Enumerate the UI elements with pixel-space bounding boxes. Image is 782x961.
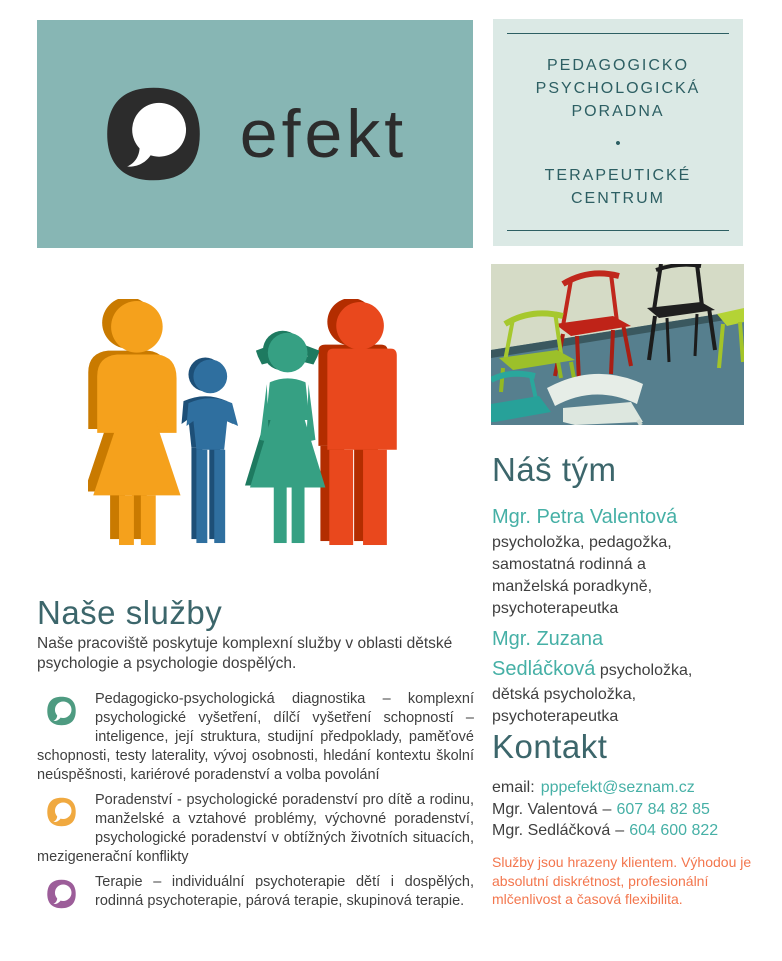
service-item-diagnostika bbox=[37, 690, 474, 785]
team-member bbox=[492, 502, 708, 620]
service-item-terapie bbox=[37, 873, 474, 911]
org-name-poradna: PEDAGOGICKO PSYCHOLOGICKÁ PORADNA bbox=[535, 57, 701, 120]
email-link[interactable]: pppefekt@seznam.cz bbox=[540, 779, 695, 796]
contact-phone-line bbox=[492, 820, 718, 842]
team-member-name: Mgr. Zuzana Sedláčková bbox=[492, 628, 604, 680]
org-title-frame bbox=[507, 33, 729, 231]
phone-number: 604 600 822 bbox=[629, 822, 719, 839]
services-list bbox=[37, 690, 474, 922]
contact-info bbox=[492, 777, 718, 842]
phone-owner: Mgr. Valentová bbox=[492, 800, 598, 818]
service-text: Pedagogicko-psychologická diagnostika – komplexní psychologické vyšetření, dílčí vyšetření schopností – inteligence, její struktura, studijní předpoklady, paměťové schopnosti, testy laterality, vývoj osobnosti, hledání kontextu školní neúspěšnosti, kariérové poradenství a volba povolání bbox=[37, 691, 474, 783]
payment-note: Služby jsou hrazeny klientem. Výhodou je absolutní diskrétnost, profesionální mlčenlivost a časová flexibilita. bbox=[492, 854, 752, 907]
services-intro: Naše pracoviště poskytuje komplexní služby v oblasti dětské psychologie a psychologie dospělých. bbox=[37, 635, 453, 672]
girl-figure bbox=[250, 333, 325, 543]
speech-bubble-icon bbox=[46, 876, 77, 912]
brand-name: efekt bbox=[239, 96, 408, 172]
service-item-poradenstvi bbox=[37, 791, 474, 867]
service-icon-wrap bbox=[37, 690, 95, 739]
chairs-photo bbox=[491, 264, 744, 425]
service-text: Poradenství - psychologické poradenství pro dítě a rodinu, manželské a vztahové problémy, výchovné poradenství, psychologické poradenství v obtížných životních situacích, mezigenerační konflikty bbox=[37, 792, 474, 865]
dash-separator: – bbox=[615, 822, 625, 839]
family-figures-illustration bbox=[88, 299, 403, 547]
speech-bubble-icon bbox=[46, 794, 77, 830]
speech-bubble-icon bbox=[46, 693, 77, 729]
team-member-name: Mgr. Petra Valentová bbox=[492, 506, 678, 528]
phone-owner: Mgr. Sedláčková bbox=[492, 822, 611, 839]
team-member bbox=[492, 624, 708, 728]
dash-separator: – bbox=[602, 800, 612, 818]
brand-logo-panel bbox=[37, 20, 473, 248]
contact-email-line bbox=[492, 777, 718, 799]
team-member-role: psycholožka, pedagožka, samostatná rodinná a manželská poradkyně, psychoterapeutka bbox=[492, 534, 672, 617]
team-member-role: psycholožka, dětská psycholožka, psychoterapeutka bbox=[492, 662, 693, 725]
contact-heading: Kontakt bbox=[492, 728, 608, 765]
org-title-panel bbox=[493, 19, 743, 246]
org-name-centrum: TERAPEUTICKÉ CENTRUM bbox=[544, 167, 692, 207]
speech-bubble-logo-icon bbox=[103, 82, 204, 186]
service-text: Terapie – individuální psychoterapie dětí i dospělých, rodinná psychoterapie, párová terapie, skupinová terapie. bbox=[95, 874, 474, 909]
team-heading: Náš tým bbox=[492, 451, 617, 488]
email-label: email: bbox=[492, 779, 535, 796]
services-heading: Naše služby bbox=[37, 594, 223, 631]
phone-number: 607 84 82 85 bbox=[616, 800, 710, 818]
contact-phone-line bbox=[492, 799, 718, 821]
service-icon-wrap bbox=[37, 873, 95, 922]
service-icon-wrap bbox=[37, 791, 95, 840]
separator-dot: • bbox=[615, 135, 621, 152]
